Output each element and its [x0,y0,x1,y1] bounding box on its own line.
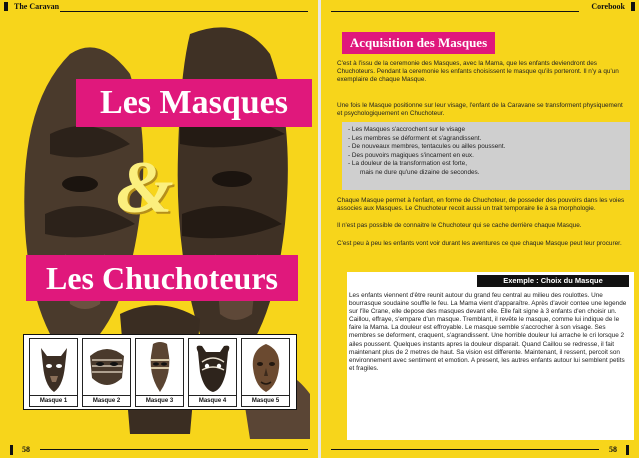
paragraph-powers: Chaque Masque permet à l'enfant, en forme de Chuchoteur, de posseder des pouvoirs dans les voies associes aux Masques. Le Chuchoteur recoit aussi un trait temporaire lie à sa morphologie. [337,197,625,213]
title-masques: Les Masques [76,79,312,127]
footer-mark [10,445,13,455]
mask-image [86,342,128,394]
mask-image [192,342,234,394]
mask-card [241,338,290,407]
paragraph-transformation: Une fois le Masque positionne sur leur visage, l'enfant de la Caravane se transforment physiquement et psychologiquement en Chuchoteur. [337,102,623,118]
header-mark [631,2,635,11]
paragraph-hidden: Il n'est pas possible de connaitre le Chuchoteur qui se cache derrière chaque Masque. [337,222,582,229]
mask-card [29,338,78,407]
title-ampersand: & [116,147,174,229]
example-box [347,272,634,440]
header-mark [4,2,8,11]
mask-gallery [23,334,297,410]
mask-card [135,338,184,407]
effect-item: - La douleur de la transformation est forte, [348,160,468,168]
mask-image [33,342,75,394]
example-title: Exemple : Choix du Masque [477,275,629,287]
paragraph-adventures: C'est peu à peu les enfants vont voir durant les aventures ce que chaque Masque peut leur procurer. [337,240,622,247]
header-rule [60,11,308,12]
mask-image [245,342,287,394]
header-right: Corebook [591,2,625,11]
mask-label: Masque 1 [30,395,77,406]
paragraph-intro: C'est à l'issu de la ceremonie des Masques, avec la Mama, que les enfants deviendront des Chuchoteurs. Pendant la ceremonie les enfants choisissent le masque qu'ils porteront. Il n'y a qu'un exemplaire de chaque Masque. [337,60,619,84]
header-rule [331,11,579,12]
footer-rule [331,449,599,450]
page-number-right: 58 [609,445,617,454]
mask-card [82,338,131,407]
effect-item: - Des pouvoirs magiques s'incarnent en eux. [348,151,474,159]
effect-item: - Les Masques s'accrochent sur le visage [348,126,466,133]
effects-list [342,122,630,190]
right-page [321,0,639,458]
mask-image [139,342,181,394]
effect-item: - De nouveaux membres, tentacules ou ailles poussent. [348,143,506,151]
footer-rule [40,449,308,450]
mask-label: Masque 4 [189,395,236,406]
title-chuchoteurs: Les Chuchoteurs [26,255,298,301]
effect-item: - Les membres se déforment et s'agrandissent. [348,134,482,142]
mask-label: Masque 5 [242,395,289,406]
header-left: The Caravan [14,2,60,11]
mask-label: Masque 2 [83,395,130,406]
left-page [0,0,318,458]
footer-mark [626,445,629,455]
example-text: Les enfants viennent d'être reunit autour du grand feu central au milieu des roulottes. Une bourrasque soudaine souffle le feu. La Mama vient d'apparaître. Après d'avoir contee une legende sur l'île Crane, elle depose des masques devant elle. Elle fait signe à 3 enfants d'en choisir un. Caillou, effraye, s'empare d'un masque. Tremblant, il revête le masque, comme lui indique de le faire la Mama. La douleur est effroyable. Le masque semble s'accrocher à son visage. Ses membres se deforment, craquent, s'agrandissent. Une horrible douleur lui arrache le cri lorsque 2 ailes poussent. Quelques instants apres la douleur disparait. Quand Caillou se redresse, il fait maintenant plus de 2 metres de haut. Sa vision est differente. Maintenant, il ressent, percoit son environnement avec sentiment et emotion. A present, les autres enfants autour lui semblent petits et fragiles. [349,292,627,372]
page-number-left: 58 [22,445,30,454]
section-title: Acquisition des Masques [342,32,495,54]
mask-card [188,338,237,407]
effect-item: mais ne dure qu'une dizaine de secondes. [360,168,480,176]
mask-label: Masque 3 [136,395,183,406]
